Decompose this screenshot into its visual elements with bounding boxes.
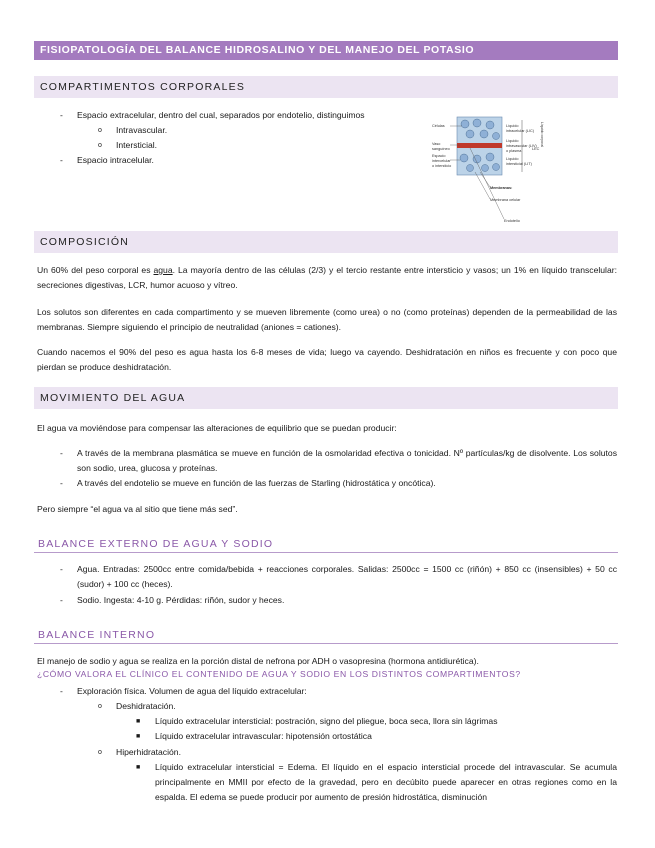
label-liv2: intravascular (LIV)	[506, 144, 537, 148]
cell-icon	[482, 165, 489, 172]
circle-bullet: o	[98, 749, 102, 756]
label-lit2: intersticial (LIT)	[506, 162, 532, 166]
section-heading-compartimentos: COMPARTIMENTOS CORPORALES	[34, 76, 618, 98]
paragraph: El agua va moviéndose para compensar las alteraciones de equilibrio que se puedan producir:	[37, 423, 397, 433]
list-item: Sodio. Ingesta: 4-10 g. Pérdidas: riñón, sudor y heces.	[77, 595, 285, 605]
question-heading: ¿CÓMO VALORA EL CLÍNICO EL CONTENIDO DE AGUA Y SODIO EN LOS DISTINTOS COMPARTIMENTOS?	[37, 669, 521, 679]
section-heading-balance-externo: BALANCE EXTERNO DE AGUA Y SODIO	[34, 535, 618, 553]
label-liquido-corporal: Líquido corporal	[540, 122, 544, 148]
paragraph: Pero siempre “el agua va al sitio que tiene más sed”.	[37, 504, 238, 514]
label-membrana-celular: Membrana celular	[490, 198, 521, 202]
label-sanguineo: sanguíneo	[432, 147, 450, 151]
cell-icon	[486, 153, 494, 161]
label-membranas: Membranas:	[490, 186, 513, 190]
list-item: Hiperhidratación.	[116, 747, 181, 757]
label-liv3: o plasma	[506, 149, 522, 153]
section-heading-balance-interno: BALANCE INTERNO	[34, 626, 618, 644]
paragraph: El manejo de sodio y agua se realiza en la porción distal de nefrona por ADH o vasopresina (hormona antidiurética).	[37, 656, 479, 666]
cell-icon	[493, 164, 500, 171]
list-item: Espacio intracelular.	[77, 155, 154, 165]
page-title: FISIOPATOLOGÍA DEL BALANCE HIDROSALINO Y DEL MANEJO DEL POTASIO	[34, 41, 618, 60]
dash-bullet: -	[60, 448, 63, 458]
list-item: Espacio extracelular, dentro del cual, separados por endotelio, distinguimos	[77, 110, 365, 120]
label-vaso: Vaso	[432, 142, 441, 146]
list-item: Exploración física. Volumen de agua del líquido extracelular:	[77, 686, 307, 696]
dash-bullet: -	[60, 478, 63, 488]
vessel-band	[457, 143, 502, 148]
cell-icon	[493, 133, 500, 140]
cell-icon	[467, 165, 474, 172]
label-lec: LEC	[532, 147, 540, 151]
paragraph: Cuando nacemos el 90% del peso es agua hasta los 6-8 meses de vida; luego va cayendo. Deshidratación en niños es frecuente y con poco que pierdan se produce deshidratación.	[37, 347, 617, 372]
label-lit1: Líquido	[506, 157, 519, 161]
list-item: Líquido extracelular intersticial = Edema. El líquido en el espacio intersticial procede del intravascular. Se acumula principalmente en MMII por efecto de la gravedad, pero en decúbito puede aparecer en otras regiones como en la espalda. El edema se puede producir por aumento de presión hidrostática, disminución	[155, 762, 617, 802]
dash-bullet: -	[60, 155, 63, 165]
label-lic2: intracelular (LIC)	[506, 129, 535, 133]
paragraph: Los solutos son diferentes en cada compartimento y se mueven libremente (como urea) o no (como proteínas) dependen de la permeabilidad de las membranas. Siempre siguiendo el principio de neutralidad (aniones = cationes).	[37, 307, 617, 332]
square-bullet: ■	[136, 764, 141, 771]
cell-icon	[473, 119, 481, 127]
circle-bullet: o	[98, 142, 102, 149]
list-item: Deshidratación.	[116, 701, 176, 711]
section-heading-movimiento: MOVIMIENTO DEL AGUA	[34, 387, 618, 409]
dash-bullet: -	[60, 686, 63, 696]
cell-icon	[466, 130, 474, 138]
cell-icon	[473, 155, 481, 163]
circle-bullet: o	[98, 127, 102, 134]
list-item: A través de la membrana plasmática se mueve en función de la osmolaridad efectiva o tonicidad. Nº partículas/kg de disolvente. Los solutos son sodio, urea, glucosa y proteínas.	[77, 448, 617, 473]
cell-icon	[461, 120, 469, 128]
section-heading-composicion: COMPOSICIÓN	[34, 231, 618, 253]
label-liv1: Líquido	[506, 139, 519, 143]
cell-icon	[486, 121, 494, 129]
list-item: Intersticial.	[116, 140, 158, 150]
cell-icon	[480, 130, 488, 138]
list-item: Líquido extracelular intravascular: hipotensión ortostática	[155, 731, 372, 741]
cell-icon	[460, 154, 468, 162]
paragraph: Un 60% del peso corporal es agua. La mayoría dentro de las células (2/3) y el tercio restante entre intersticio y vasos; un 1% en líquido transcelular: secreciones digestivas, LCR, humor acuoso y vítreo.	[37, 265, 617, 290]
label-celulas: Células	[432, 124, 445, 128]
label-intersticio: o intersticio	[432, 164, 452, 168]
label-lic1: Líquido	[506, 124, 519, 128]
dash-bullet: -	[60, 564, 63, 574]
label-intercelular: intercelular	[432, 159, 451, 163]
dash-bullet: -	[60, 595, 63, 605]
square-bullet: ■	[136, 718, 141, 725]
list-item: A través del endotelio se mueve en función de las fuerzas de Starling (hidrostática y oncótica).	[77, 478, 436, 488]
label-espacio: Espacio	[432, 154, 446, 158]
label-endotelio: Endotelio	[504, 219, 520, 223]
dash-bullet: -	[60, 110, 63, 120]
square-bullet: ■	[136, 733, 141, 740]
list-item: Intravascular.	[116, 125, 168, 135]
compartments-diagram	[430, 112, 590, 227]
list-item: Agua. Entradas: 2500cc entre comida/bebida + reacciones corporales. Salidas: 2500cc = 1500 cc (riñón) + 850 cc (insensibles) + 50 cc (sudor) + 100 cc (heces).	[77, 564, 617, 589]
circle-bullet: o	[98, 703, 102, 710]
list-item: Líquido extracelular intersticial: postración, signo del pliegue, boca seca, llora sin lágrimas	[155, 716, 498, 726]
